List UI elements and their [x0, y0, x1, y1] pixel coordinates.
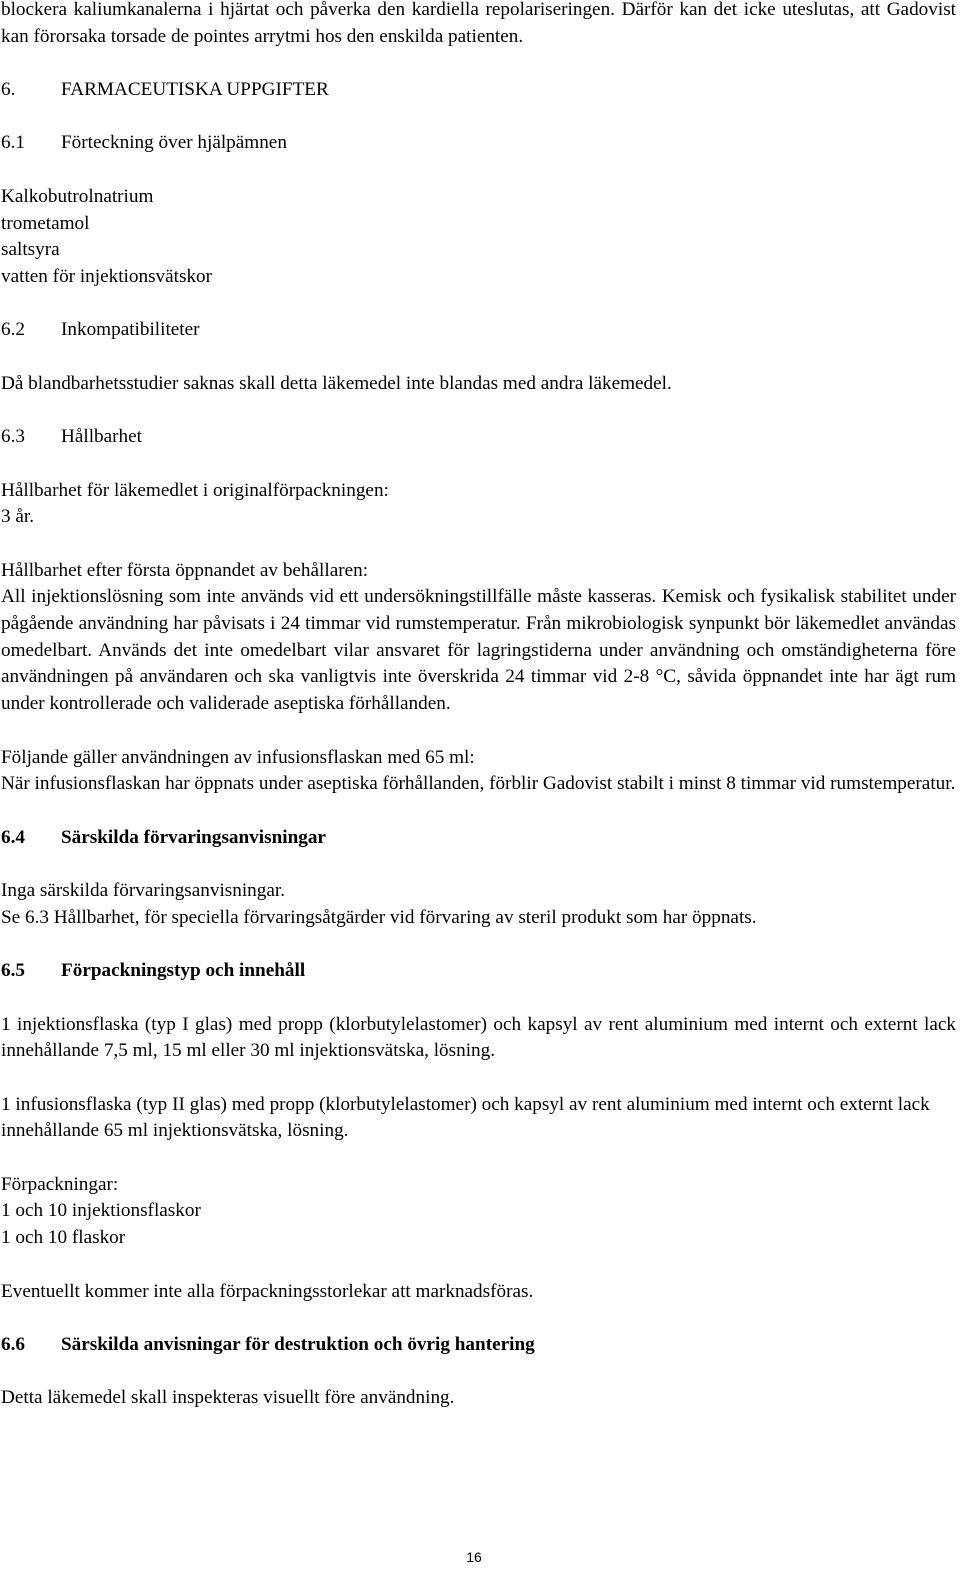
page-number: 16 [466, 1549, 482, 1565]
storage-line-2: Se 6.3 Hållbarhet, för speciella förvaringsåtgärder vid förvaring av steril produkt som har öppnats. [1, 906, 757, 928]
excipient-list [1, 184, 956, 291]
section-number: 6. [1, 79, 16, 101]
section-number: 6.6 [1, 1333, 25, 1355]
bottle-description: 1 infusionsflaska (typ II glas) med propp (klorbutylelastomer) och kapsyl av rent aluminium med internt och externt lack innehållande 65 ml injektionsvätska, lösning. [1, 1093, 930, 1142]
shelf-life-label: Hållbarhet för läkemedlet i originalförpackningen: [1, 479, 389, 501]
list-item: vatten för injektionsvätskor [1, 265, 213, 287]
section-heading-6-5 [1, 958, 956, 985]
section-number: 6.5 [1, 960, 25, 982]
vial-description: 1 injektionsflaska (typ I glas) med propp (klorbutylelastomer) och kapsyl av rent aluminium med internt och externt lack innehållande 7,5 ml, 15 ml eller 30 ml injektionsvätska, lösning. [1, 1013, 956, 1062]
list-item: 1 och 10 injektionsflaskor [1, 1200, 201, 1222]
section-heading-6 [1, 77, 956, 104]
section-number: 6.1 [1, 132, 25, 154]
section-title: Särskilda förvaringsanvisningar [61, 826, 326, 848]
opened-label: Hållbarhet efter första öppnandet av behållaren: [1, 559, 369, 581]
marketing-note: Eventuellt kommer inte alla förpackningsstorlekar att marknadsföras. [1, 1280, 534, 1302]
section-heading-6-4 [1, 825, 956, 852]
section-title: Särskilda anvisningar för destruktion och övrig hantering [61, 1333, 535, 1355]
section-heading-6-2 [1, 317, 956, 344]
infusion-label: Följande gäller användningen av infusionsflaskan med 65 ml: [1, 746, 475, 768]
disposal-text: Detta läkemedel skall inspekteras visuellt före användning. [1, 1387, 455, 1409]
section-title: Hållbarhet [61, 426, 142, 448]
section-title: Förteckning över hjälpämnen [61, 132, 287, 154]
intro-paragraph: blockera kaliumkanalerna i hjärtat och påverka den kardiella repolariseringen. Därför kan det icke uteslutas, att Gadovist kan förorsaka torsade de pointes arrytmi hos den enskilda patienten. [1, 0, 956, 47]
list-item: trometamol [1, 212, 90, 234]
shelf-life-value: 3 år. [1, 506, 35, 528]
section-number: 6.4 [1, 826, 25, 848]
section-number: 6.3 [1, 426, 25, 448]
list-item: 1 och 10 flaskor [1, 1227, 126, 1249]
section-heading-6-6 [1, 1332, 956, 1359]
incompatibility-text: Då blandbarhetsstudier saknas skall detta läkemedel inte blandas med andra läkemedel. [1, 372, 672, 394]
document-page [1, 0, 956, 1412]
section-title: Inkompatibiliteter [61, 319, 200, 341]
section-title: Förpackningstyp och innehåll [61, 960, 306, 982]
packs-label: Förpackningar: [1, 1173, 119, 1195]
list-item: saltsyra [1, 239, 60, 261]
section-heading-6-3 [1, 424, 956, 451]
infusion-text: När infusionsflaskan har öppnats under aseptiska förhållanden, förblir Gadovist stabilt i minst 8 timmar vid rumstemperatur. [1, 773, 956, 795]
section-heading-6-1 [1, 130, 956, 157]
opened-text: All injektionslösning som inte används vid ett undersökningstillfälle måste kasseras. Kemisk och fysikalisk stabilitet under pågående användning har påvisats i 24 timmar vid rumstemperatur. Från mikrobiologisk synpunkt bör läkemedlet användas omedelbart. Används det inte omedelbart vilar ansvaret för lagringstiderna under användning och omständigheterna före användningen på användaren och ska vanligtvis inte överskrida 24 timmar vid 2-8 °C, såvida öppnandet inte har ägt rum under kontrollerade och validerade aseptiska förhållanden. [1, 586, 956, 715]
section-number: 6.2 [1, 319, 25, 341]
section-title: FARMACEUTISKA UPPGIFTER [61, 79, 329, 101]
list-item: Kalkobutrolnatrium [1, 185, 154, 207]
storage-line-1: Inga särskilda förvaringsanvisningar. [1, 880, 286, 902]
